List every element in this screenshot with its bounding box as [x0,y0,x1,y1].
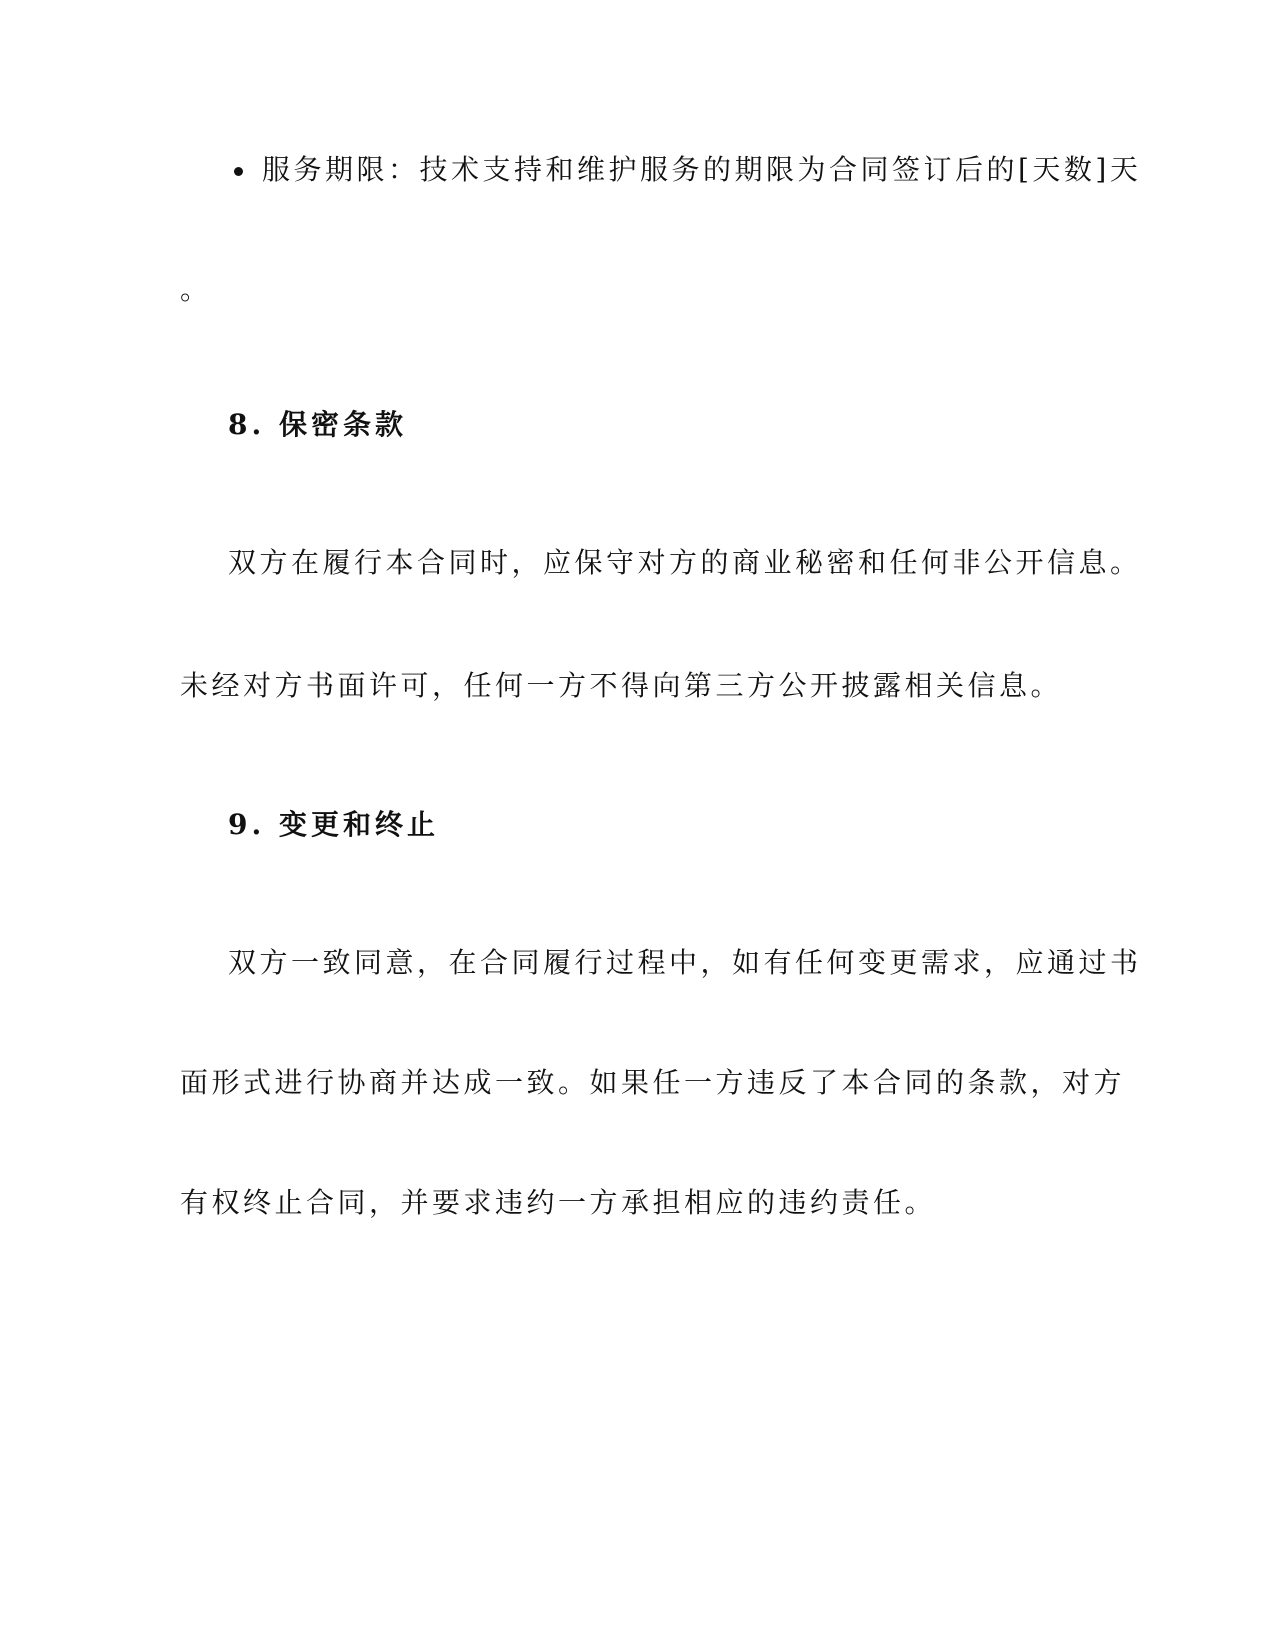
bullet-item-continuation: 。 [180,273,212,306]
section-8-heading: 8. 保密条款 [228,408,407,441]
bullet-item-text: 服务期限：技术支持和维护服务的期限为合同签订后的[天数]天 [262,153,1142,186]
section-8-paragraph-line-1: 双方在履行本合同时，应保守对方的商业秘密和任何非公开信息。 [228,546,1142,579]
section-9-paragraph-line-3: 有权终止合同，并要求违约一方承担相应的违约责任。 [180,1186,937,1219]
section-9-heading: 9. 变更和终止 [228,808,439,841]
section-9-paragraph-line-1: 双方一致同意，在合同履行过程中，如有任何变更需求，应通过书 [228,946,1142,979]
bullet-icon [234,167,243,176]
section-8-paragraph-line-2: 未经对方书面许可，任何一方不得向第三方公开披露相关信息。 [180,669,1063,702]
section-9-paragraph-line-2: 面形式进行协商并达成一致。如果任一方违反了本合同的条款，对方 [180,1066,1126,1099]
